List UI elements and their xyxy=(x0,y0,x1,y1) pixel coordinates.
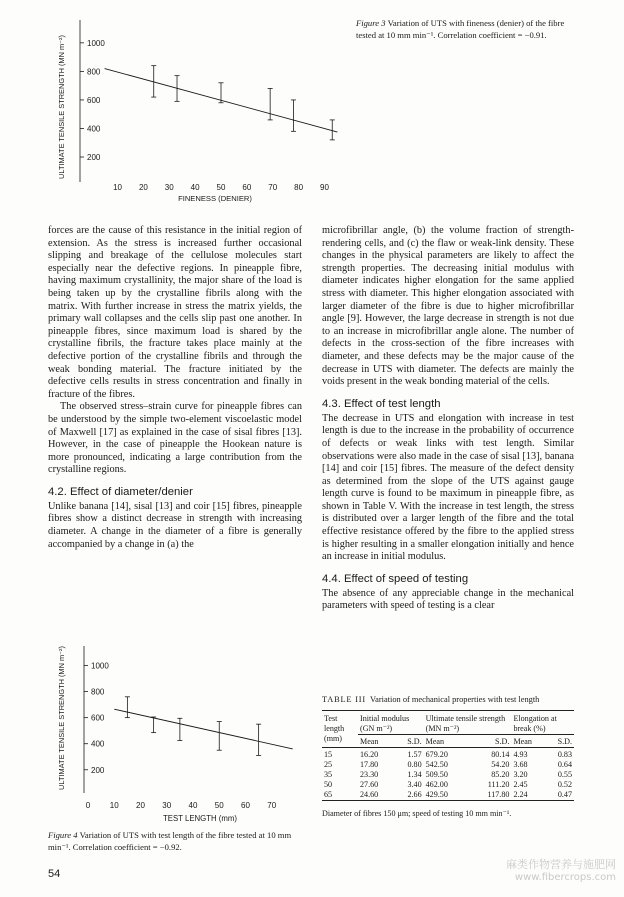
figure-3-chart xyxy=(50,12,350,210)
fig4-y-axis-label: ULTIMATE TENSILE STRENGTH (MN m⁻²) xyxy=(57,646,66,790)
figure-3-caption-text: Variation of UTS with fineness (denier) of the fibre tested at 10 mm min⁻¹. Correlation coefficient = −0.91. xyxy=(356,18,565,40)
table-cell: 3.68 xyxy=(513,759,528,769)
section-heading-4-3: 4.3. Effect of test length xyxy=(322,397,441,410)
page-number: 54 xyxy=(48,868,61,880)
table-3 xyxy=(322,694,574,819)
figure-4-caption-text: Variation of UTS with test length of the fibre tested at 10 mm min⁻¹. Correlation coefficient = −0.92. xyxy=(48,830,292,852)
fig4-fit-line xyxy=(114,709,293,749)
table-cell: 65 xyxy=(322,790,358,801)
table-row xyxy=(322,760,574,770)
fig4-y-tick-label: 200 xyxy=(91,765,105,775)
figure-4-chart xyxy=(50,638,302,828)
table-row xyxy=(322,780,574,790)
fig3-x-tick-label: 60 xyxy=(242,183,252,192)
fig4-y-tick-label: 400 xyxy=(91,739,105,749)
watermark xyxy=(496,856,616,883)
table-cell: 679.20 xyxy=(424,747,468,760)
table-cell: 50 xyxy=(324,779,333,789)
table-cell: 0.64 xyxy=(557,759,572,769)
table-cell: 25 xyxy=(324,759,333,769)
table-3-subheader-mean: Mean xyxy=(511,734,545,747)
table-cell: 3.40 xyxy=(407,779,422,789)
right-para-3: The absence of any appreciable change in the mechanical parameters with speed of testing is a clear xyxy=(322,587,574,612)
figure-3-caption-label: Figure 3 xyxy=(356,18,386,28)
fig3-y-tick-label: 400 xyxy=(87,124,101,134)
right-para-1: microfibrillar angle, (b) the volume fraction of strength-rendering cells, and (c) the flaw or weak-link density. These changes in the physical parameters are likely to affect the strength properties. The decreasing initial modulus with diameter indicates higher elongation for the same applied stress with diameter. This higher elongation associated with larger diameter of the fibre is due to higher microfibrillar angle [9]. However, the large decrease in strength is not due to an increase in microfibrillar angle alone. The number of defects in the cross-section of the fibre increases with diameter, and these defects may be the major cause of the decrease in UTS with diameter. The defects are mainly the voids present in the weak bonding material of the cells. xyxy=(322,225,574,388)
table-cell: 1.34 xyxy=(407,769,422,779)
fig3-x-tick-label: 20 xyxy=(138,183,148,192)
table-3-subheader-sd: S.D. xyxy=(468,734,512,747)
table-cell: 0.83 xyxy=(546,747,574,760)
fig3-x-tick-label: 10 xyxy=(113,183,122,192)
left-para-1: forces are the cause of this resistance in the initial region of extension. As the stress is increased further occasional slipping and breakage of the cellulose molecules start especially near the defective regions. In pineapple fibre, having maximum crystallinity, the major share of the load is being taken up by the crystalline fibrils along with the matrix. With further increase in stress the matrix yields, the primary wall collapses and the cells slip past one another. In pineapple fibres, since maximum load is shared by the crystalline fibrils, the fracture takes place mainly at the defective portion of the crystalline fibrils and through the weak bonding material. The fracture initiated by the defective cells results in stress concentration and finally in fracture of the fibres. xyxy=(48,225,302,400)
figure-3-caption xyxy=(356,18,570,41)
table-3-footnote: Diameter of fibres 150 μm; speed of testing 10 mm min⁻¹. xyxy=(322,808,512,818)
table-3-body xyxy=(322,747,574,800)
table-cell: 117.80 xyxy=(468,790,512,801)
table-3-grid xyxy=(322,710,574,801)
table-cell: 54.20 xyxy=(491,759,510,769)
fig3-x-tick-label: 50 xyxy=(216,183,226,192)
table-cell: 111.20 xyxy=(487,779,510,789)
fig4-y-tick-label: 800 xyxy=(91,687,105,697)
table-cell: 0.47 xyxy=(546,790,574,801)
fig3-y-tick-label: 200 xyxy=(87,153,101,163)
table-cell: 23.30 xyxy=(360,769,379,779)
fig4-x-tick-label: 30 xyxy=(162,801,172,810)
table-3-header-test-length: Test length (mm) xyxy=(324,713,345,743)
table-cell: 2.24 xyxy=(511,790,545,801)
table-3-subheader-mean: Mean xyxy=(358,734,394,747)
fig3-x-axis-label: FINENESS (DENIER) xyxy=(178,194,252,203)
table-cell: 0.55 xyxy=(557,769,572,779)
table-cell: 3.20 xyxy=(513,769,528,779)
fig4-x-axis-label: TEST LENGTH (mm) xyxy=(163,814,237,823)
table-cell: 2.45 xyxy=(513,779,528,789)
table-cell: 35 xyxy=(324,769,333,779)
fig4-x-tick-label: 60 xyxy=(241,801,250,810)
fig4-x-tick-label: 0 xyxy=(85,801,91,810)
fig3-x-tick-label: 70 xyxy=(268,183,278,192)
section-heading-4-4: 4.4. Effect of speed of testing xyxy=(322,572,469,585)
fig4-x-tick-label: 40 xyxy=(188,801,198,810)
left-para-3: Unlike banana [14], sisal [13] and coir [15] fibres, pineapple fibres show a distinct decrease in strength with increasing diameter. A change in the diameter of a fibre is generally accompanied by a change in (a) the xyxy=(48,500,302,550)
fig3-y-tick-label: 1000 xyxy=(87,38,105,48)
fig4-y-tick-label: 600 xyxy=(91,713,105,723)
fig3-x-tick-label: 80 xyxy=(294,183,304,192)
fig3-x-tick-label: 40 xyxy=(190,183,200,192)
table-cell: 15 xyxy=(322,747,358,760)
table-cell: 0.52 xyxy=(557,779,572,789)
fig4-x-tick-label: 10 xyxy=(109,801,119,810)
section-heading-4-2: 4.2. Effect of diameter/denier xyxy=(48,485,193,498)
table-cell: 17.80 xyxy=(360,759,379,769)
watermark-line-2: www.fibercrops.com xyxy=(514,872,616,883)
left-para-2: The observed stress–strain curve for pineapple fibres can be understood by the simple two-element viscoelastic model of Maxwell [17] as explained in the case of sisal fibres [13]. However, in the case of pineapple the Hookean nature is more pronounced, indicating a large contribution from the crystalline regions. xyxy=(48,401,302,476)
table-cell: 4.93 xyxy=(511,747,545,760)
table-cell: 24.60 xyxy=(358,790,394,801)
table-cell: 27.60 xyxy=(360,779,379,789)
fig4-x-tick-label: 70 xyxy=(267,801,277,810)
table-3-caption-text: Variation of mechanical properties with test length xyxy=(370,695,540,704)
table-cell: 542.50 xyxy=(425,759,448,769)
table-cell: 0.80 xyxy=(407,759,422,769)
fig4-y-tick-label: 1000 xyxy=(91,661,109,671)
table-cell: 462.00 xyxy=(425,779,448,789)
table-cell: 2.66 xyxy=(394,790,424,801)
fig3-y-tick-label: 800 xyxy=(87,67,101,77)
fig3-x-tick-label: 30 xyxy=(164,183,174,192)
table-3-label: TABLE III xyxy=(322,695,366,704)
table-cell: 16.20 xyxy=(358,747,394,760)
table-3-header-uts: Ultimate tensile strength (MN m⁻²) xyxy=(425,713,506,733)
fig4-x-tick-label: 20 xyxy=(136,801,145,810)
table-cell: 509.50 xyxy=(425,769,448,779)
table-cell: 1.57 xyxy=(394,747,424,760)
table-3-subheader-sd: S.D. xyxy=(546,734,574,747)
table-row xyxy=(322,747,574,760)
table-3-header-initial-modulus: Initial modulus (GN m⁻²) xyxy=(360,713,410,733)
table-3-subheader-mean: Mean xyxy=(424,734,468,747)
figure-4-caption xyxy=(48,830,304,853)
right-para-2: The decrease in UTS and elongation with increase in test length is due to the increase in the probability of occurrence of defects or weak links with test length. Similar observations were also made in the case of sisal [13], banana [14] and coir [15] fibres. The measure of the defect density as determined from the slope of the UTS against gauge length curve is found to be maximum in pineapple fibre, as shown in Table V. With the increase in test length, the stress is distributed over a larger length of the fibre and the total effective resistance offered by the fibre to the applied stress is higher resulting in a smaller elongation initially and hence an increase in initial modulus. xyxy=(322,412,574,563)
table-row xyxy=(322,770,574,780)
table-3-caption xyxy=(322,694,574,706)
left-column xyxy=(48,225,302,551)
watermark-line-1: 麻类作物营养与施肥网 xyxy=(506,858,616,871)
right-column xyxy=(322,225,574,613)
fig4-x-tick-label: 50 xyxy=(214,801,224,810)
fig3-y-tick-label: 600 xyxy=(87,95,101,105)
figure-4-caption-label: Figure 4 xyxy=(48,830,78,840)
table-cell: 85.20 xyxy=(491,769,510,779)
table-cell: 429.50 xyxy=(424,790,468,801)
table-3-subheader-sd: S.D. xyxy=(394,734,424,747)
table-row xyxy=(322,790,574,801)
fig3-y-axis-label: ULTIMATE TENSILE STRENGTH (MN m⁻²) xyxy=(57,35,66,179)
table-3-header-elongation: Elongation at break (%) xyxy=(513,713,557,733)
fig3-x-tick-label: 90 xyxy=(320,183,329,192)
table-cell: 80.14 xyxy=(468,747,512,760)
